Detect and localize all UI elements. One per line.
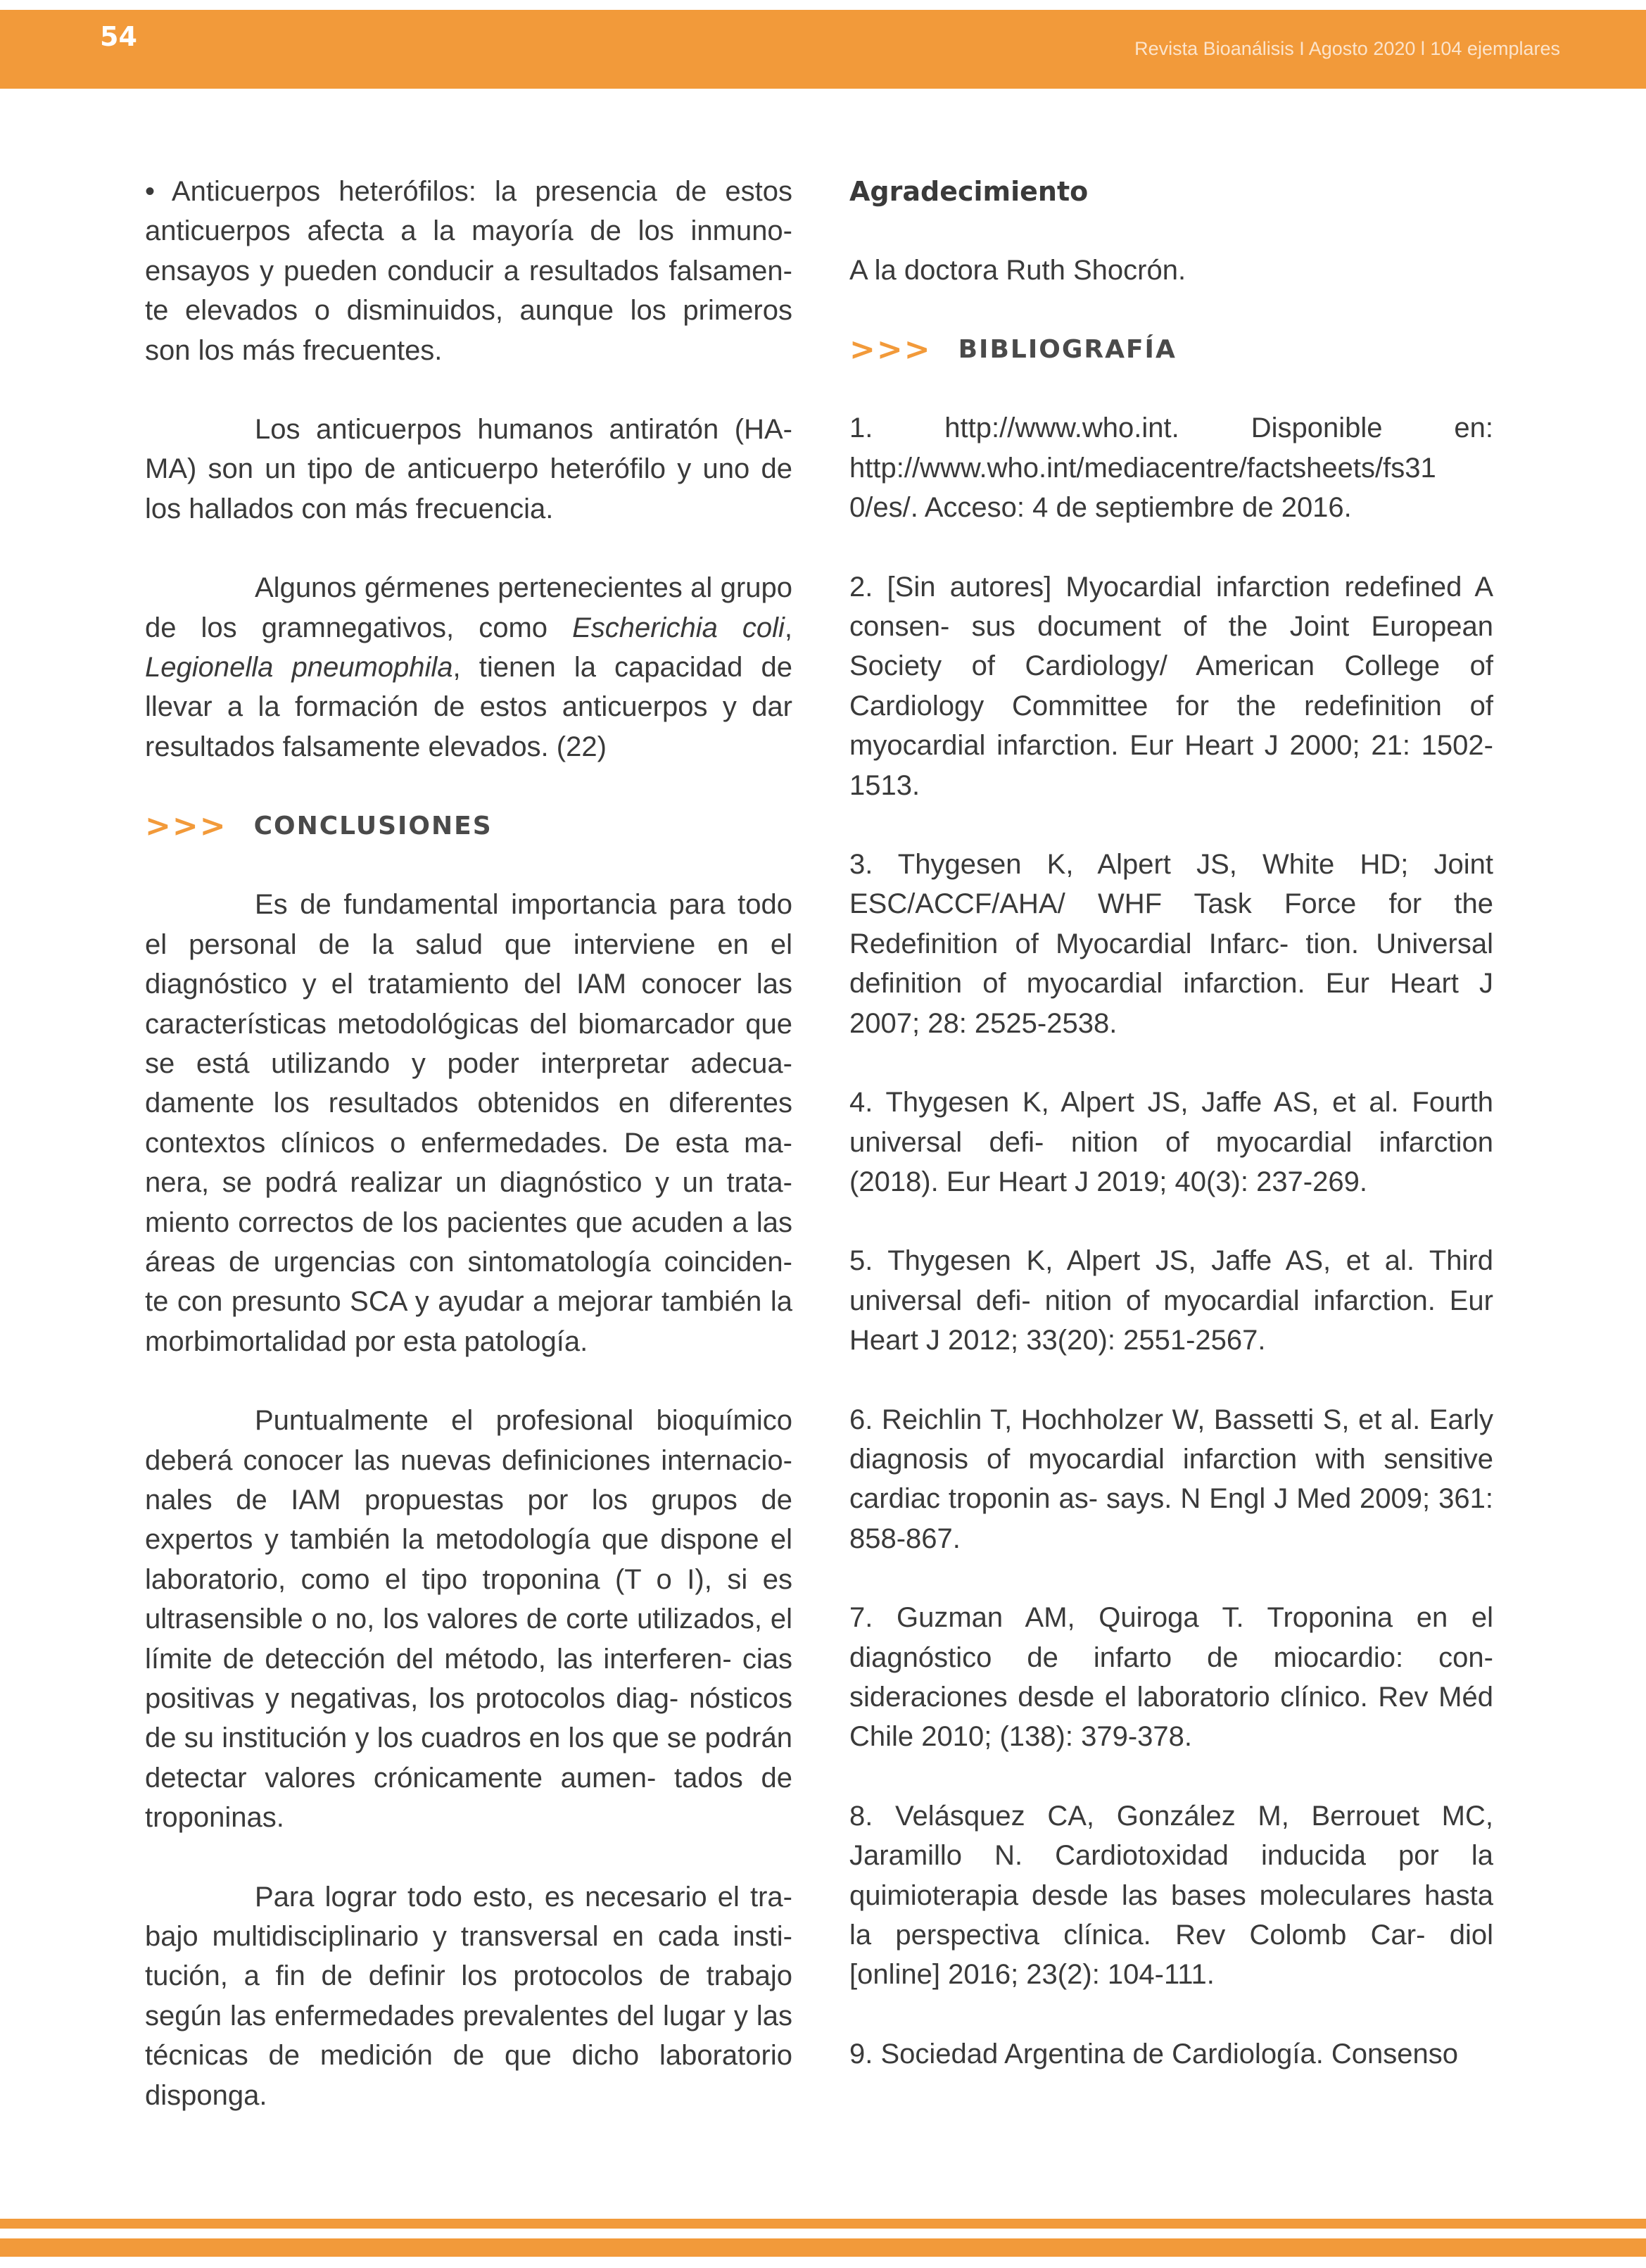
left-column xyxy=(145,172,792,2155)
bullet-paragraph: • Anticuerpos heterófilos: la presencia de estos anticuerpos afecta a la mayoría de los inmuno- ensayos y pueden conducir a resultados falsamen- te elevados o disminuidos, aunque los primeros son los más frecuentes. xyxy=(145,176,792,366)
chevrons-icon: >>> xyxy=(145,807,227,844)
hama-paragraph: Los anticuerpos humanos antiratón (HA- MA) son un tipo de anticuerpo heterófilo y uno de los hallados con más frecuencia. xyxy=(145,414,792,524)
conclusions-heading-text: CONCLUSIONES xyxy=(253,811,493,840)
acknowledgement-title: Agradecimiento xyxy=(849,176,1089,207)
reference-item: 1. http://www.who.int. Disponible en: http://www.who.int/mediacentre/factsheets/fs31 0/es/. Acceso: 4 de septiembre de 2016. xyxy=(849,412,1493,524)
right-column xyxy=(849,172,1493,2113)
reference-item: 8. Velásquez CA, González M, Berrouet MC, Jaramillo N. Cardiotoxidad inducida por la quimioterapia desde las bases moleculares hasta la perspectiva clínica. Rev Colomb Car- diol [online] 2016; 23(2): 104-111. xyxy=(849,1800,1493,1991)
germs-italic-legionella: Legionella pneumophila xyxy=(145,652,453,683)
germs-text-mid: , xyxy=(784,612,792,643)
conclusions-heading xyxy=(145,806,792,845)
reference-item: 4. Thygesen K, Alpert JS, Jaffe AS, et al. Fourth universal defi- nition of myocardial infarction (2018). Eur Heart J 2019; 40(3): 237-269. xyxy=(849,1087,1493,1197)
reference-item: 5. Thygesen K, Alpert JS, Jaffe AS, et al. Third universal defi- nition of myocardial infarction. Eur Heart J 2012; 33(20): 2551-2567. xyxy=(849,1245,1493,1356)
reference-item: 3. Thygesen K, Alpert JS, White HD; Joint ESC/ACCF/AHA/ WHF Task Force for the Redefinition of Myocardial Infarc- tion. Universal definition of myocardial infarction. Eur Heart J 2007; 28: 2525-2538. xyxy=(849,849,1493,1039)
germs-paragraph xyxy=(145,568,792,767)
reference-item: 6. Reichlin T, Hochholzer W, Bassetti S, et al. Early diagnosis of myocardial infarction with sensitive cardiac troponin as- says. N Engl J Med 2009; 361: 858-867. xyxy=(849,1404,1493,1554)
conclusions-paragraph-3: Para lograr todo esto, es necesario el tra- bajo multidisciplinario y transversal en cada insti- tución, a fin de definir los protocolos de trabajo según las enfermedades prevalentes del lugar y las técnicas de medición de que dicho laboratorio disponga. xyxy=(145,1881,792,2111)
chevrons-icon: >>> xyxy=(849,331,932,367)
germs-text-pre: Algunos gérmenes pertenecientes al grupo de los gramnegativos, como xyxy=(145,572,792,643)
conclusions-paragraph-1: Es de fundamental importancia para todo el personal de la salud que interviene en el diagnóstico y el tratamiento del IAM conocer las características metodológicas del biomarcador que se está utilizando y poder interpretar adecua- damente los resultados obtenidos en diferentes contextos clínicos o enfermedades. De esta ma- nera, se podrá realizar un diagnóstico y un trata- miento correctos de los pacientes que acuden a las áreas de urgencias con sintomatología coinciden- te con presunto SCA y ayudar a mejorar también la morbimortalidad por esta patología. xyxy=(145,889,792,1357)
germs-text-post: , tienen la capacidad de llevar a la formación de estos anticuerpos y dar resultados falsamente elevados. (22) xyxy=(145,652,792,762)
germs-italic-ecoli: Escherichia coli xyxy=(572,612,785,643)
journal-info: Revista Bioanálisis I Agosto 2020 l 104 ejemplares xyxy=(1134,38,1560,59)
bibliography-heading xyxy=(849,329,1493,369)
footer-bar xyxy=(0,2238,1646,2257)
conclusions-paragraph-2: Puntualmente el profesional bioquímico deberá conocer las nuevas definiciones internacio- nales de IAM propuestas por los grupos de expertos y también la metodología que dispone el laboratorio, como el tipo troponina (T o I), si es ultrasensible o no, los valores de corte utilizados, el límite de detección del método, las interferen- cias positivas y negativas, los protocolos diag- nósticos de su institución y los cuadros en los que se podrán detectar valores crónicamente aumen- tados de troponinas. xyxy=(145,1405,792,1834)
page-number: 54 xyxy=(100,21,137,52)
reference-item: 2. [Sin autores] Myocardial infarction redefined A consen- sus document of the Joint European Society of Cardiology/ American College of Cardiology Committee for the redefinition of myocardial infarction. Eur Heart J 2000; 21: 1502- 1513. xyxy=(849,571,1493,801)
bibliography-heading-text: BIBLIOGRAFÍA xyxy=(958,334,1177,364)
reference-item: 7. Guzman AM, Quiroga T. Troponina en el diagnóstico de infarto de miocardio: con- sideraciones desde el laboratorio clínico. Rev Méd Chile 2010; (138): 379-378. xyxy=(849,1602,1493,1753)
footer-line xyxy=(0,2219,1646,2229)
reference-item: 9. Sociedad Argentina de Cardiología. Consenso xyxy=(849,2038,1459,2069)
acknowledgement-text: A la doctora Ruth Shocrón. xyxy=(849,255,1186,286)
